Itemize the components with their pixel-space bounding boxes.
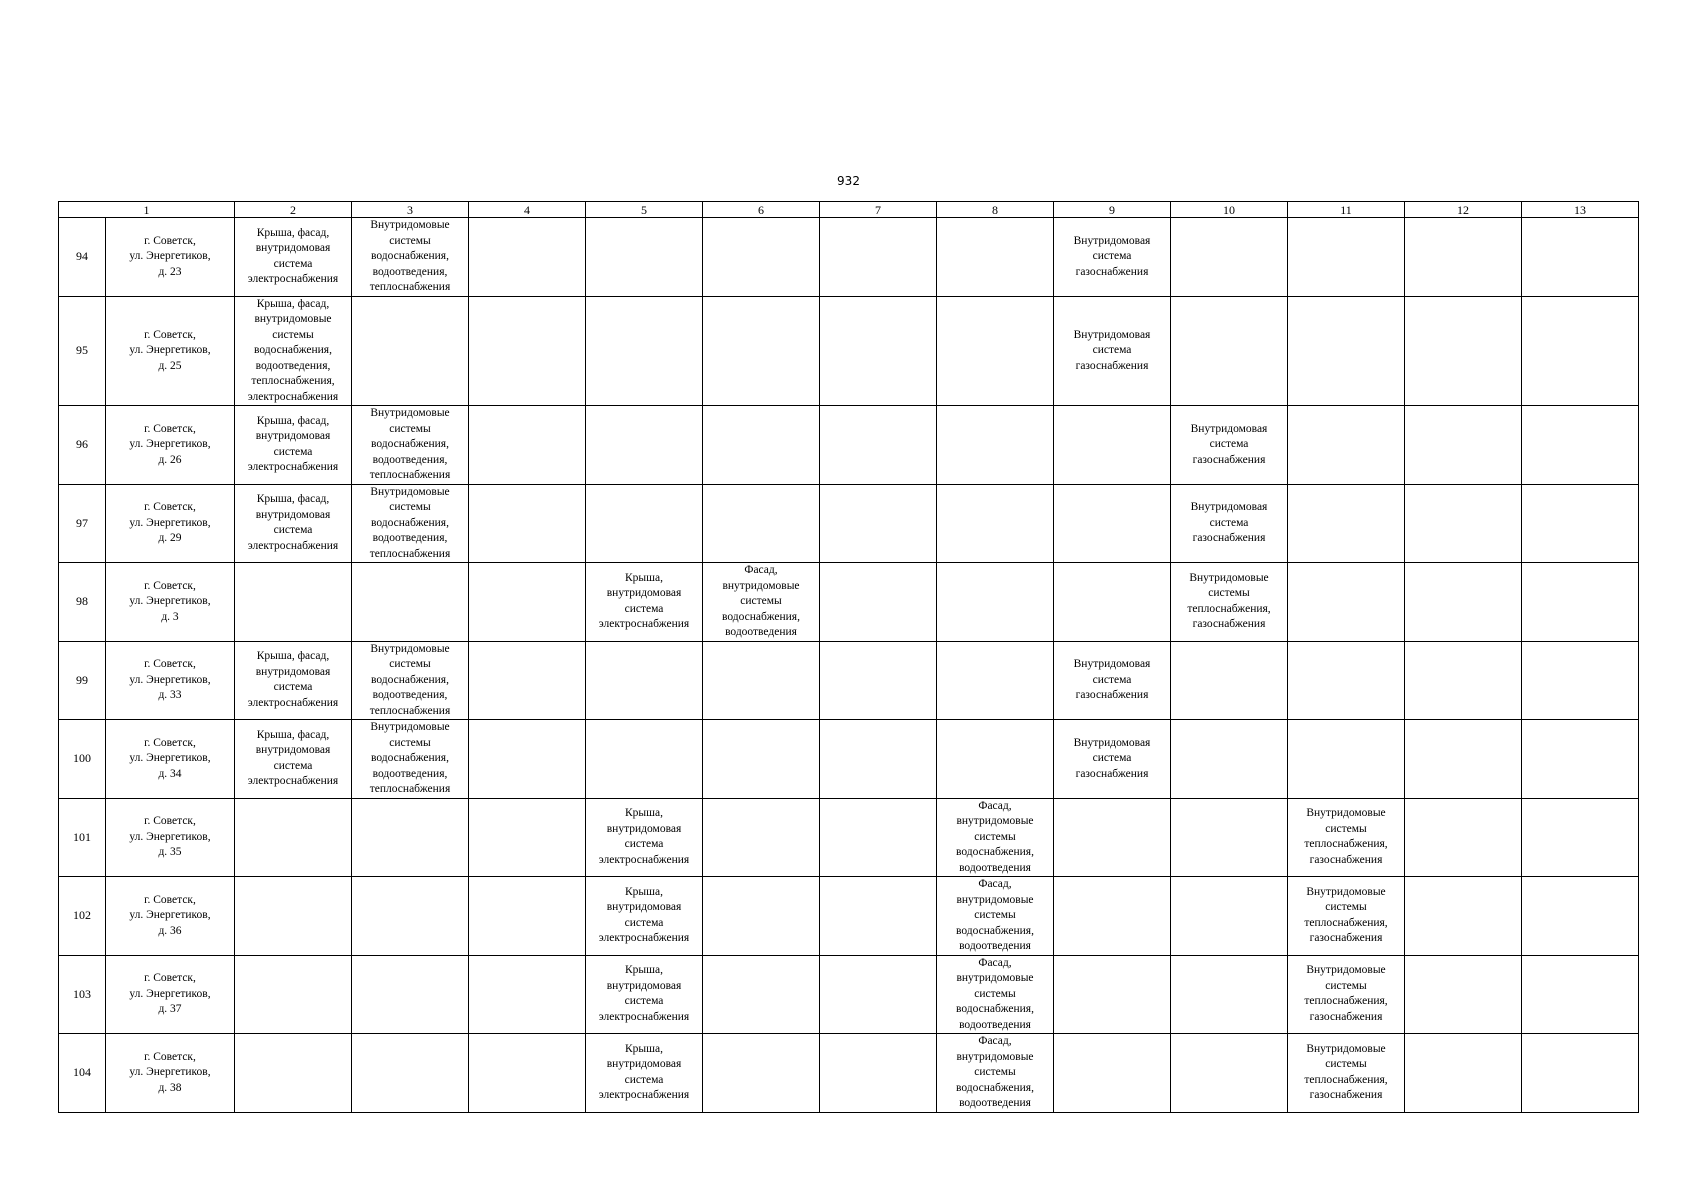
work-cell	[820, 218, 937, 297]
work-cell	[1522, 218, 1639, 297]
table-body	[59, 202, 1639, 1113]
work-cell	[1171, 1034, 1288, 1113]
work-cell	[1171, 877, 1288, 956]
work-text: Крыша, внутридомовая система электроснабжения	[598, 571, 690, 631]
row-number: 98	[59, 563, 106, 642]
work-cell	[820, 296, 937, 406]
work-cell	[235, 877, 352, 956]
work-cell	[586, 563, 703, 642]
work-cell	[586, 1034, 703, 1113]
work-text: Внутридомовая система газоснабжения	[1190, 422, 1268, 466]
column-header: 7	[820, 202, 937, 218]
work-cell	[937, 218, 1054, 297]
work-cell	[820, 484, 937, 563]
address-text: г. Советск, ул. Энергетиков, д. 23	[129, 234, 211, 278]
work-cell	[352, 955, 469, 1034]
work-cell	[469, 798, 586, 877]
work-cell	[1171, 406, 1288, 485]
work-text: Внутридомовая система газоснабжения	[1190, 501, 1268, 544]
work-cell	[937, 1034, 1054, 1113]
work-cell	[1405, 641, 1522, 720]
row-number: 94	[59, 218, 106, 297]
column-header: 4	[469, 202, 586, 218]
work-cell	[1288, 218, 1405, 297]
address-cell	[106, 484, 235, 563]
page-number: 932	[837, 174, 860, 188]
work-cell	[820, 955, 937, 1034]
work-cell	[1054, 641, 1171, 720]
work-cell	[1522, 798, 1639, 877]
work-cell	[703, 877, 820, 956]
work-text: Крыша, фасад, внутридомовая система электроснабжения	[247, 650, 339, 709]
work-cell	[937, 406, 1054, 485]
table-row	[59, 641, 1639, 720]
work-cell	[1288, 641, 1405, 720]
work-cell	[352, 296, 469, 406]
work-cell	[1171, 563, 1288, 642]
work-cell	[1522, 955, 1639, 1034]
work-cell	[352, 563, 469, 642]
work-cell	[469, 563, 586, 642]
work-cell	[586, 798, 703, 877]
work-cell	[235, 484, 352, 563]
work-cell	[469, 720, 586, 799]
work-cell	[1054, 406, 1171, 485]
work-text: Внутридомовые системы теплоснабжения, газоснабжения	[1187, 571, 1271, 631]
work-cell	[469, 1034, 586, 1113]
work-cell	[469, 955, 586, 1034]
work-cell	[1522, 296, 1639, 406]
work-cell	[352, 798, 469, 877]
address-text: г. Советск, ул. Энергетиков, д. 38	[129, 1050, 211, 1094]
work-text: Крыша, фасад, внутридомовые системы водоснабжения, водоотведения, теплоснабжения, электроснабжения	[247, 297, 339, 403]
work-cell	[1288, 1034, 1405, 1113]
work-cell	[1405, 218, 1522, 297]
work-text: Фасад, внутридомовые системы водоснабжения, водоотведения	[722, 564, 800, 638]
row-number: 104	[59, 1034, 106, 1113]
work-cell	[1171, 484, 1288, 563]
work-cell	[352, 877, 469, 956]
work-cell	[1054, 218, 1171, 297]
table-row	[59, 296, 1639, 406]
work-cell	[469, 484, 586, 563]
work-cell	[703, 641, 820, 720]
column-header: 13	[1522, 202, 1639, 218]
work-cell	[352, 1034, 469, 1113]
work-cell	[1405, 877, 1522, 956]
work-cell	[1522, 484, 1639, 563]
work-cell	[1054, 798, 1171, 877]
work-cell	[937, 563, 1054, 642]
work-cell	[703, 720, 820, 799]
work-cell	[1054, 296, 1171, 406]
work-cell	[1054, 955, 1171, 1034]
work-cell	[1054, 484, 1171, 563]
work-text: Крыша, внутридомовая система электроснабжения	[598, 807, 690, 866]
table-row	[59, 406, 1639, 485]
address-text: г. Советск, ул. Энергетиков, д. 34	[129, 736, 211, 780]
work-text: Внутридомовая система газоснабжения	[1073, 658, 1151, 701]
work-cell	[1522, 406, 1639, 485]
work-cell	[820, 798, 937, 877]
address-cell	[106, 955, 235, 1034]
table-row	[59, 218, 1639, 297]
work-cell	[352, 484, 469, 563]
work-cell	[937, 484, 1054, 563]
work-cell	[1288, 484, 1405, 563]
work-cell	[937, 720, 1054, 799]
column-number-row	[59, 202, 1639, 218]
work-cell	[235, 296, 352, 406]
table-row	[59, 1034, 1639, 1113]
work-cell	[1405, 563, 1522, 642]
work-cell	[586, 296, 703, 406]
work-text: Внутридомовые системы водоснабжения, водоотведения, теплоснабжения	[369, 485, 451, 560]
work-cell	[937, 877, 1054, 956]
work-text: Внутридомовые системы водоснабжения, водоотведения, теплоснабжения	[369, 642, 451, 717]
work-cell	[352, 641, 469, 720]
work-text: Внутридомовые системы теплоснабжения, газоснабжения	[1304, 1042, 1388, 1102]
work-cell	[703, 296, 820, 406]
work-cell	[469, 406, 586, 485]
work-cell	[703, 563, 820, 642]
work-cell	[820, 1034, 937, 1113]
table-row	[59, 798, 1639, 877]
work-cell	[1171, 218, 1288, 297]
table-row	[59, 484, 1639, 563]
work-cell	[586, 484, 703, 563]
column-header: 12	[1405, 202, 1522, 218]
work-cell	[703, 1034, 820, 1113]
work-text: Внутридомовая система газоснабжения	[1073, 234, 1151, 278]
work-cell	[1054, 877, 1171, 956]
work-cell	[1405, 720, 1522, 799]
work-cell	[235, 720, 352, 799]
work-text: Внутридомовые системы водоснабжения, водоотведения, теплоснабжения	[369, 721, 451, 795]
work-text: Внутридомовые системы теплоснабжения, газоснабжения	[1304, 964, 1388, 1023]
work-cell	[235, 563, 352, 642]
address-text: г. Советск, ул. Энергетиков, д. 29	[129, 501, 211, 544]
row-number: 99	[59, 641, 106, 720]
address-text: г. Советск, ул. Энергетиков, д. 3	[129, 579, 211, 623]
repair-schedule-table	[58, 201, 1639, 1113]
work-cell	[586, 877, 703, 956]
work-cell	[1171, 798, 1288, 877]
work-cell	[586, 955, 703, 1034]
work-cell	[469, 218, 586, 297]
work-cell	[937, 296, 1054, 406]
work-cell	[235, 798, 352, 877]
work-cell	[703, 218, 820, 297]
work-cell	[1288, 798, 1405, 877]
work-cell	[937, 641, 1054, 720]
work-cell	[937, 955, 1054, 1034]
work-text: Крыша, внутридомовая система электроснабжения	[598, 1042, 690, 1102]
work-cell	[235, 406, 352, 485]
work-cell	[820, 641, 937, 720]
work-text: Крыша, фасад, внутридомовая система электроснабжения	[247, 493, 339, 552]
work-cell	[1405, 798, 1522, 877]
work-cell	[352, 218, 469, 297]
work-cell	[1171, 955, 1288, 1034]
address-cell	[106, 877, 235, 956]
work-cell	[820, 563, 937, 642]
work-cell	[469, 641, 586, 720]
column-header: 3	[352, 202, 469, 218]
work-cell	[235, 641, 352, 720]
work-cell	[1405, 406, 1522, 485]
work-cell	[1288, 877, 1405, 956]
work-cell	[703, 484, 820, 563]
work-cell	[352, 720, 469, 799]
work-cell	[703, 955, 820, 1034]
work-cell	[469, 296, 586, 406]
work-cell	[1054, 720, 1171, 799]
column-header: 1	[59, 202, 235, 218]
table-row	[59, 720, 1639, 799]
work-cell	[235, 218, 352, 297]
work-cell	[352, 406, 469, 485]
work-cell	[1288, 720, 1405, 799]
work-text: Фасад, внутридомовые системы водоснабжения, водоотведения	[956, 956, 1034, 1031]
work-cell	[1522, 720, 1639, 799]
address-text: г. Советск, ул. Энергетиков, д. 25	[129, 328, 211, 372]
row-number: 102	[59, 877, 106, 956]
column-header: 11	[1288, 202, 1405, 218]
work-text: Внутридомовые системы теплоснабжения, газоснабжения	[1304, 885, 1388, 945]
work-cell	[820, 406, 937, 485]
column-header: 2	[235, 202, 352, 218]
address-cell	[106, 1034, 235, 1113]
address-cell	[106, 296, 235, 406]
work-cell	[1522, 877, 1639, 956]
work-cell	[1171, 720, 1288, 799]
work-cell	[1054, 563, 1171, 642]
column-header: 5	[586, 202, 703, 218]
work-cell	[469, 877, 586, 956]
address-cell	[106, 406, 235, 485]
work-text: Крыша, фасад, внутридомовая система электроснабжения	[247, 226, 339, 286]
work-cell	[1522, 641, 1639, 720]
work-text: Фасад, внутридомовые системы водоснабжения, водоотведения	[956, 878, 1034, 952]
row-number: 97	[59, 484, 106, 563]
work-text: Фасад, внутридомовые системы водоснабжения, водоотведения	[956, 1035, 1034, 1109]
work-cell	[1522, 563, 1639, 642]
work-cell	[1288, 955, 1405, 1034]
address-cell	[106, 798, 235, 877]
address-text: г. Советск, ул. Энергетиков, д. 33	[129, 658, 211, 701]
column-header: 9	[1054, 202, 1171, 218]
address-text: г. Советск, ул. Энергетиков, д. 37	[129, 972, 211, 1015]
work-cell	[586, 720, 703, 799]
table-row	[59, 877, 1639, 956]
work-text: Крыша, фасад, внутридомовая система электроснабжения	[247, 728, 339, 788]
work-cell	[1405, 955, 1522, 1034]
work-cell	[1288, 406, 1405, 485]
work-cell	[235, 955, 352, 1034]
row-number: 101	[59, 798, 106, 877]
row-number: 100	[59, 720, 106, 799]
address-text: г. Советск, ул. Энергетиков, д. 35	[129, 815, 211, 858]
work-cell	[1288, 563, 1405, 642]
address-cell	[106, 720, 235, 799]
work-text: Внутридомовые системы водоснабжения, водоотведения, теплоснабжения	[369, 219, 451, 293]
work-cell	[1405, 296, 1522, 406]
work-cell	[1405, 484, 1522, 563]
work-text: Крыша, фасад, внутридомовая система электроснабжения	[247, 414, 339, 474]
work-text: Крыша, внутридомовая система электроснабжения	[598, 964, 690, 1023]
work-cell	[1171, 296, 1288, 406]
table-row	[59, 955, 1639, 1034]
work-cell	[586, 641, 703, 720]
row-number: 96	[59, 406, 106, 485]
address-cell	[106, 563, 235, 642]
work-cell	[1522, 1034, 1639, 1113]
work-cell	[1405, 1034, 1522, 1113]
work-cell	[586, 218, 703, 297]
address-cell	[106, 641, 235, 720]
column-header: 10	[1171, 202, 1288, 218]
work-cell	[1054, 1034, 1171, 1113]
work-text: Крыша, внутридомовая система электроснабжения	[598, 885, 690, 945]
work-cell	[820, 720, 937, 799]
work-cell	[820, 877, 937, 956]
work-cell	[703, 406, 820, 485]
column-header: 8	[937, 202, 1054, 218]
work-text: Внутридомовая система газоснабжения	[1073, 736, 1151, 780]
row-number: 95	[59, 296, 106, 406]
work-cell	[1288, 296, 1405, 406]
work-text: Внутридомовые системы теплоснабжения, газоснабжения	[1304, 807, 1388, 866]
work-text: Внутридомовая система газоснабжения	[1073, 328, 1151, 372]
address-text: г. Советск, ул. Энергетиков, д. 26	[129, 422, 211, 466]
row-number: 103	[59, 955, 106, 1034]
column-header: 6	[703, 202, 820, 218]
work-text: Фасад, внутридомовые системы водоснабжения, водоотведения	[956, 799, 1034, 874]
work-cell	[703, 798, 820, 877]
work-cell	[235, 1034, 352, 1113]
work-cell	[1171, 641, 1288, 720]
work-cell	[937, 798, 1054, 877]
work-cell	[586, 406, 703, 485]
table-row	[59, 563, 1639, 642]
address-cell	[106, 218, 235, 297]
work-text: Внутридомовые системы водоснабжения, водоотведения, теплоснабжения	[369, 407, 451, 481]
address-text: г. Советск, ул. Энергетиков, д. 36	[129, 893, 211, 937]
